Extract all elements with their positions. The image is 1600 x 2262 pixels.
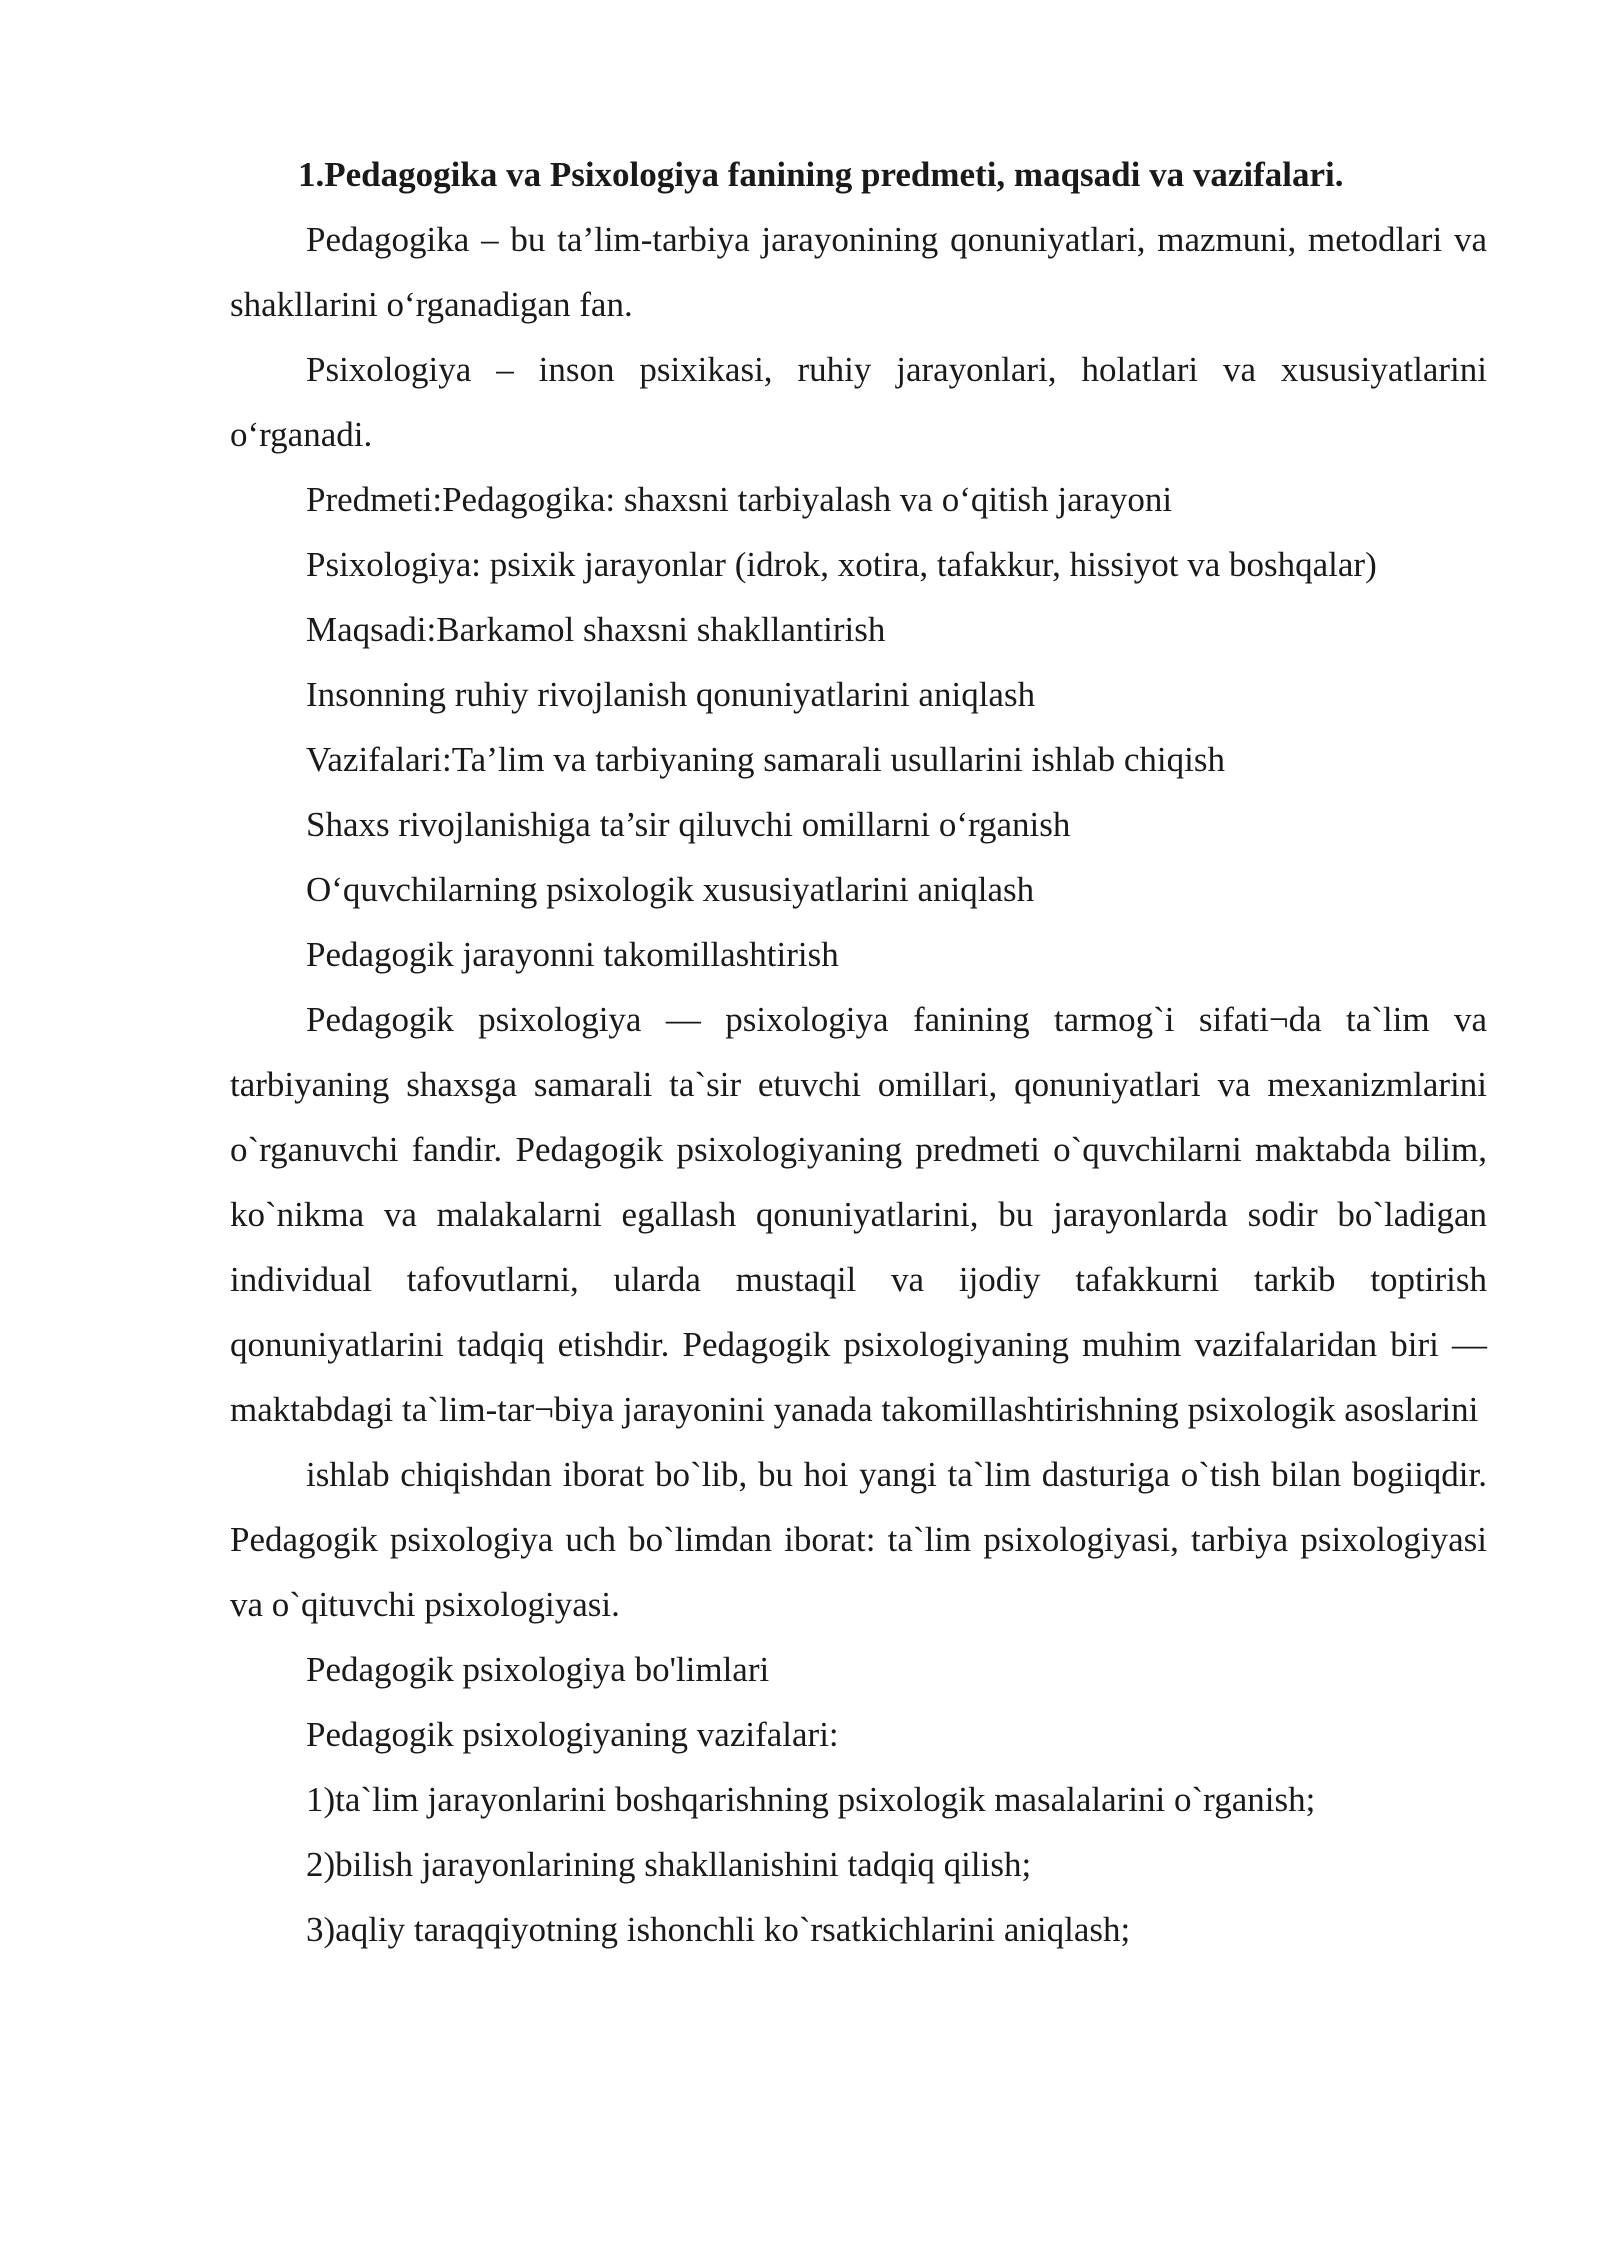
paragraph-pedagogika-definition: Pedagogika – bu ta’lim-tarbiya jarayonining qonuniyatlari, mazmuni, metodlari va shakllarini o‘rganadigan fan. bbox=[230, 220, 1487, 324]
paragraph-vazifa-3: O‘quvchilarning psixologik xususiyatlarini aniqlash bbox=[306, 870, 1035, 909]
document-body bbox=[230, 142, 1487, 1962]
paragraph-ishlab-chiqish: ishlab chiqishdan iborat bo`lib, bu hoi yangi ta`lim dasturiga o`tish bilan bogiiqdir. Pedagogik psixologiya uch bo`limdan iborat: ta`lim psixologiyasi, tarbiya psixologiyasi va o`qituvchi psixologiyasi. bbox=[230, 1455, 1487, 1624]
paragraph-pedagogik-psixologiya: Pedagogik psixologiya — psixologiya fanining tarmog`i sifati¬da ta`lim va tarbiyaning shaxsga samarali ta`sir etuvchi omillari, qonuniyatlari va mexanizmlarini o`rganuvchi fandir. Pedagogik psixologiyaning predmeti o`quvchilarni maktabda bilim, ko`nikma va malakalarni egallash qonuniyatlarini, bu jarayonlarda sodir bo`ladigan individual tafovutlarni, ularda mustaqil va ijodiy tafakkurni tarkib toptirish qonuniyatlarini tadqiq etishdir. Pedagogik psixologiyaning muhim vazifalaridan biri — maktabdagi ta`lim-tar¬biya jarayonini yanada takomillashtirishning psixologik asoslarini bbox=[230, 1000, 1487, 1429]
paragraph-vazifa-4: Pedagogik jarayonni takomillashtirish bbox=[306, 935, 839, 974]
paragraph-predmeti: Predmeti:Pedagogika: shaxsni tarbiyalash va o‘qitish jarayoni bbox=[306, 480, 1173, 519]
paragraph-vazifalari-heading: Pedagogik psixologiyaning vazifalari: bbox=[306, 1715, 839, 1754]
paragraph-psixologiya-definition: Psixologiya – inson psixikasi, ruhiy jarayonlari, holatlari va xususiyatlarini o‘rganadi. bbox=[230, 350, 1487, 454]
section-heading: 1.Pedagogika va Psixologiya fanining predmeti, maqsadi va vazifalari. bbox=[298, 155, 1344, 194]
paragraph-vazifa-2: Shaxs rivojlanishiga ta’sir qiluvchi omillarni o‘rganish bbox=[306, 805, 1071, 844]
list-item-2: 2)bilish jarayonlarining shakllanishini tadqiq qilish; bbox=[306, 1845, 1032, 1884]
paragraph-psixologiya-predmeti: Psixologiya: psixik jarayonlar (idrok, xotira, tafakkur, hissiyot va boshqalar) bbox=[306, 545, 1377, 584]
paragraph-maqsadi: Maqsadi:Barkamol shaxsni shakllantirish bbox=[306, 610, 886, 649]
list-item-1: 1)ta`lim jarayonlarini boshqarishning psixologik masalalarini o`rganish; bbox=[306, 1780, 1316, 1819]
paragraph-bolimlari: Pedagogik psixologiya bo'limlari bbox=[306, 1650, 770, 1689]
paragraph-maqsadi-psixologiya: Insonning ruhiy rivojlanish qonuniyatlarini aniqlash bbox=[306, 675, 1036, 714]
paragraph-vazifalari: Vazifalari:Ta’lim va tarbiyaning samarali usullarini ishlab chiqish bbox=[306, 740, 1225, 779]
list-item-3: 3)aqliy taraqqiyotning ishonchli ko`rsatkichlarini aniqlash; bbox=[306, 1910, 1131, 1949]
